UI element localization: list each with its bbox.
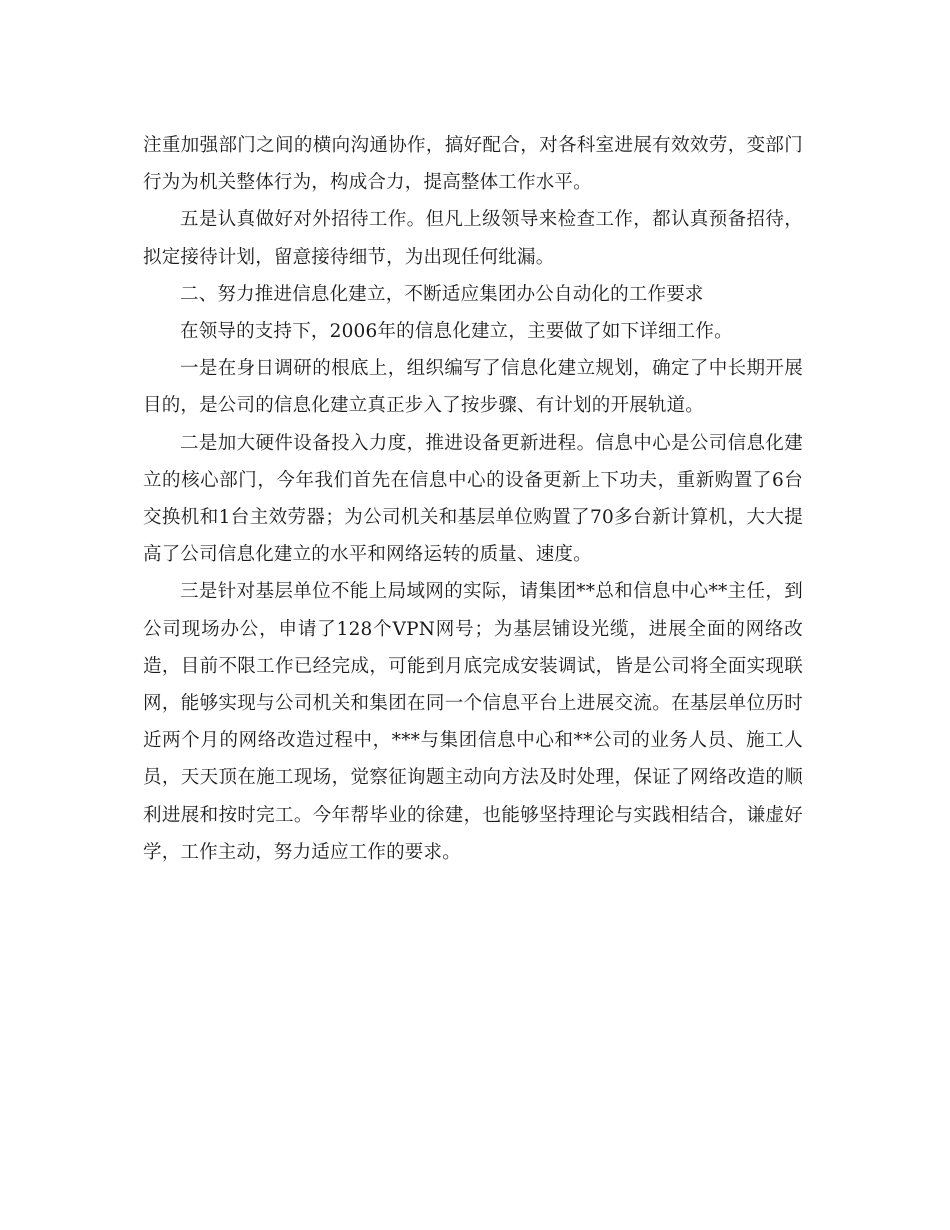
paragraph-continuation: 注重加强部门之间的横向沟通协作，搞好配合，对各科室进展有效效劳，变部门行为为机关整体行为，构成合力，提高整体工作水平。 xyxy=(143,135,803,194)
paragraph-network: 三是针对基层单位不能上局域网的实际，请集团**总和信息中心**主任，到公司现场办公，申请了128个VPN网号；为基层铺设光缆，进展全面的网络改造，目前不限工作已经完成，可能到月底完成安装调试，皆是公司将全面实现联网，能够实现与公司机关和集团在同一个信息平台上进展交流。在基层单位历时近两个月的网络改造过程中，***与集团信息中心和**公司的业务人员、施工人员，天天顶在施工现场，觉察征询题主动向方法及时处理，保证了网络改造的顺利进展和按时完工。今年帮毕业的徐建，也能够坚持理论与实践相结合，谦虚好学，工作主动，努力适应工作的要求。 xyxy=(143,581,803,863)
paragraph-planning: 一是在身日调研的根底上，组织编写了信息化建立规划，确定了中长期开展目的，是公司的信息化建立真正步入了按步骤、有计划的开展轨道。 xyxy=(143,358,803,417)
section-heading-informatization: 二、努力推进信息化建立，不断适应集团办公自动化的工作要求 xyxy=(180,283,704,305)
paragraph-reception-work: 五是认真做好对外招待工作。但凡上级领导来检查工作，都认真预备招待，拟定接待计划，留意接待细节，为出现任何纰漏。 xyxy=(143,209,803,268)
paragraph-intro-2006: 在领导的支持下，2006年的信息化建立，主要做了如下详细工作。 xyxy=(180,321,733,343)
document-body xyxy=(143,127,803,871)
paragraph-hardware: 二是加大硬件设备投入力度，推进设备更新进程。信息中心是公司信息化建立的核心部门，今年我们首先在信息中心的设备更新上下功夫，重新购置了6台交换机和1台主效劳器；为公司机关和基层单位购置了70多台新计算机，大大提高了公司信息化建立的水平和网络运转的质量、速度。 xyxy=(143,432,803,566)
